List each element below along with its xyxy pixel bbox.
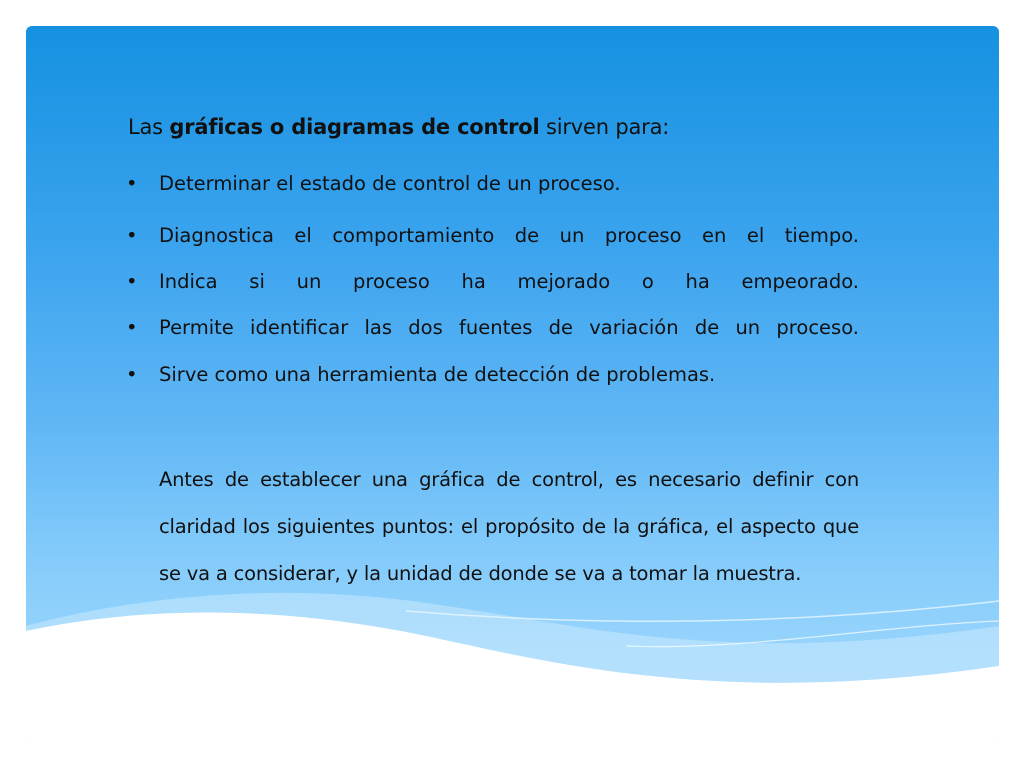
slide-content — [26, 26, 999, 742]
bullet-marker: • — [126, 363, 138, 386]
bullet-marker: • — [126, 172, 138, 195]
bullet-item — [126, 224, 859, 250]
bullet-text: Sirve como una herramienta de detección de problemas. — [159, 363, 716, 386]
bullet-item — [126, 363, 859, 389]
heading-prefix: Las — [128, 115, 170, 139]
heading-bold: gráficas o diagramas de control — [169, 115, 540, 139]
bullet-marker: • — [126, 316, 138, 339]
bullet-text: Indica si un proceso ha mejorado o ha empeorado. — [159, 270, 859, 293]
bullet-text: Permite identificar las dos fuentes de variación de un proceso. — [159, 316, 859, 339]
heading-suffix: sirven para: — [539, 115, 670, 139]
slide — [26, 26, 999, 742]
bullet-item — [126, 172, 859, 198]
body-paragraph: Antes de establecer una gráfica de control, es necesario definir con claridad los siguientes puntos: el propósito de la gráfica, el aspecto que se va a considerar, y la unidad de donde se va a tomar la muestra. — [159, 468, 859, 585]
bullet-text: Diagnostica el comportamiento de un proceso en el tiempo. — [159, 224, 859, 247]
bullet-item — [126, 316, 859, 342]
bullet-text: Determinar el estado de control de un proceso. — [159, 172, 621, 195]
bullet-marker: • — [126, 270, 138, 293]
bullet-item — [126, 270, 859, 296]
bullet-marker: • — [126, 224, 138, 247]
slide-heading — [128, 115, 669, 139]
